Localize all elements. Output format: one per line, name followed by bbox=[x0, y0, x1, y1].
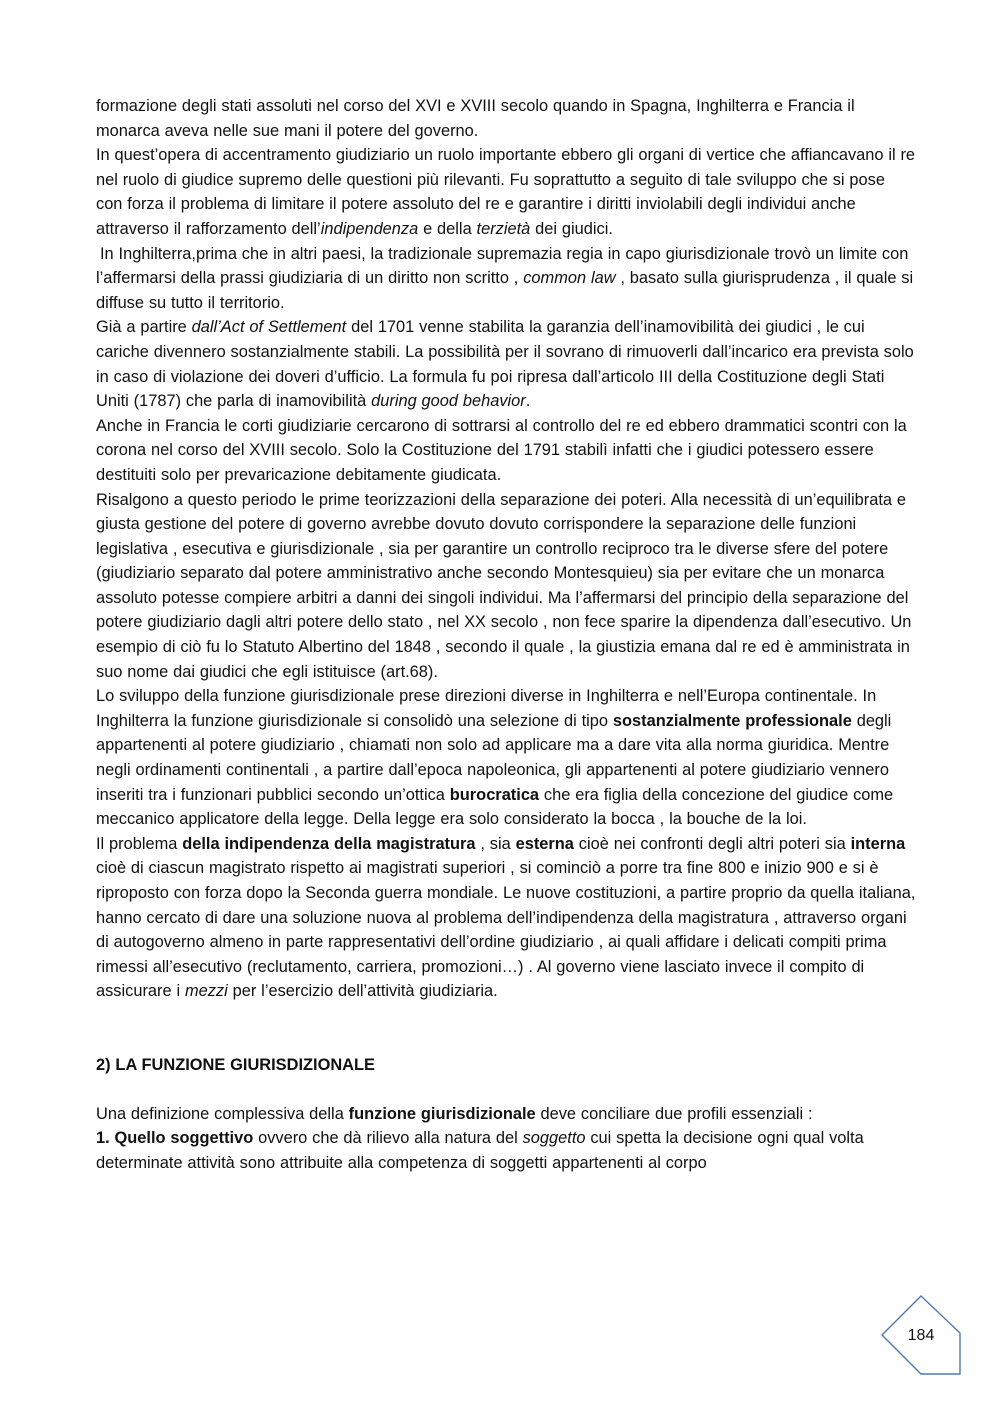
paragraph bbox=[96, 414, 916, 488]
bold-text: della indipendenza della magistratura bbox=[182, 834, 476, 853]
document-page bbox=[96, 94, 916, 1175]
section-body-text bbox=[96, 1102, 916, 1176]
italic-text: dall’Act of Settlement bbox=[191, 318, 347, 337]
italic-text: during good behavior bbox=[371, 392, 526, 411]
paragraph bbox=[96, 684, 916, 832]
text-run: In quest’opera di accentramento giudiziario un ruolo importante ebbero gli organi di vertice che affiancavano il re nel ruolo di giudice supremo delle questioni più rilevanti. Fu soprattutto a seguito di tale sviluppo che si pose con forza il problema di limitare il potere assoluto del re e garantire i diritti inviolabili degli individui anche attraverso il rafforzamento dell’ bbox=[96, 146, 916, 238]
spacer bbox=[96, 1078, 916, 1102]
text-run: , basato sulla giurisprudenza , il quale si diffuse su tutto il territorio. bbox=[96, 269, 914, 312]
text-run: e della bbox=[418, 219, 477, 238]
bold-text: interna bbox=[850, 834, 906, 853]
paragraph bbox=[96, 242, 916, 316]
paragraph bbox=[96, 315, 916, 413]
text-run: dei giudici. bbox=[530, 219, 613, 238]
italic-text: soggetto bbox=[522, 1129, 586, 1148]
text-run: che era figlia della concezione del giudice come meccanico applicatore della legge. Della legge era solo considerato la bocca , la bouche de la loi. bbox=[96, 785, 894, 829]
paragraph bbox=[96, 832, 916, 1004]
text-run: cui spetta la decisione ogni qual volta determinate attività sono attribuite alla competenza di soggetti appartenenti al corpo bbox=[96, 1129, 864, 1172]
text-run: del 1701 venne stabilita la garanzia dell’inamovibilità dei giudici , le cui cariche divennero sostanzialmente stabili. La possibilità per il sovrano di rimuoverli dall’incarico era prevista solo in caso di violazione dei doveri d’ufficio. La formula fu poi ripresa dall’articolo III della Costituzione degli Stati Uniti (1787) che parla di inamovibilità bbox=[96, 318, 914, 411]
paragraph bbox=[96, 143, 916, 241]
paragraph bbox=[96, 1126, 916, 1175]
text-run: Il problema bbox=[96, 834, 183, 853]
text-run: cioè nei confronti degli altri poteri sia bbox=[573, 834, 851, 853]
text-run: . bbox=[525, 392, 531, 411]
italic-text: common law bbox=[523, 269, 616, 288]
text-run: ovvero che dà rilievo alla natura del bbox=[253, 1129, 523, 1148]
text-run: In Inghilterra,prima che in altri paesi, la tradizionale supremazia regia in capo giurisdizionale trovò un limite con l’affermarsi della prassi giudiziaria di un diritto non scritto , bbox=[96, 244, 909, 288]
italic-text: mezzi bbox=[184, 982, 228, 1001]
paragraph bbox=[96, 1102, 916, 1127]
bold-text: esterna bbox=[515, 834, 574, 853]
text-run: , sia bbox=[475, 834, 516, 853]
text-run: Risalgono a questo periodo le prime teorizzazioni della separazione dei poteri. Alla necessità di un’equilibrata e giusta gestione del potere di governo avrebbe dovuto dovuto corrispondere la separazione delle funzioni legislativa , esecutiva e giurisdizionale , sia per garantire un controllo reciproco tra le diverse sfere del potere (giudiziario separato dal potere amministrativo anche secondo Montesquieu) sia per evitare che un monarca assoluto potesse compiere arbitri a danni dei singoli individui. Ma l’affermarsi del principio della separazione del potere giudiziario dagli altri potere dello stato , nel XX secolo , non fece sparire la dipendenza dall’esecutivo. Un esempio di ciò fu lo Statuto Albertino del 1848 , secondo il quale , la giustizia emana dal re ed è amministrata in suo nome dai giudici che egli istituisce (art.68). bbox=[96, 490, 912, 681]
text-run: Una definizione complessiva della bbox=[96, 1104, 349, 1123]
text-run: Lo sviluppo della funzione giurisdizionale prese direzioni diverse in Inghilterra e nell’Europa continentale. In Inghilterra la funzione giurisdizionale si consolidò una selezione di tipo bbox=[96, 687, 877, 730]
bold-text: funzione giurisdizionale bbox=[348, 1104, 536, 1123]
body-text bbox=[96, 94, 916, 1004]
text-run: Anche in Francia le corti giudiziarie cercarono di sottrarsi al controllo del re ed ebbero drammatici scontri con la corona nel corso del XVIII secolo. Solo la Costituzione del 1791 stabilì infatti che i giudici potessero essere destituiti solo per prevaricazione debitamente giudicata. bbox=[96, 416, 907, 484]
text-run: Già a partire bbox=[96, 318, 192, 337]
bold-text: 1. Quello soggettivo bbox=[96, 1129, 254, 1148]
paragraph bbox=[96, 94, 916, 143]
italic-text: terzietà bbox=[476, 219, 531, 238]
italic-text: indipendenza bbox=[320, 219, 419, 238]
text-run: formazione degli stati assoluti nel corso del XVI e XVIII secolo quando in Spagna, Inghilterra e Francia il monarca aveva nelle sue mani il potere del governo. bbox=[96, 97, 855, 140]
page-number-badge bbox=[878, 1292, 964, 1378]
text-run: degli appartenenti al potere giudiziario , chiamati non solo ad applicare ma a dare vita alla norma giuridica. Mentre negli ordinamenti continentali , a partire dall’epoca napoleonica, gli appartenenti al potere giudiziario vennero inseriti tra i funzionari pubblici secondo un’ottica bbox=[96, 711, 892, 804]
page-number: 184 bbox=[907, 1327, 935, 1344]
bold-text: burocratica bbox=[449, 785, 540, 804]
bold-text: sostanzialmente professionale bbox=[612, 711, 852, 730]
text-run: deve conciliare due profili essenziali : bbox=[535, 1104, 813, 1123]
paragraph bbox=[96, 488, 916, 685]
section-heading: 2) LA FUNZIONE GIURISDIZIONALE bbox=[96, 1055, 375, 1074]
spacer bbox=[96, 1004, 916, 1053]
text-run: per l’esercizio dell’attività giudiziaria. bbox=[227, 982, 498, 1001]
text-run: cioè di ciascun magistrato rispetto ai magistrati superiori , si cominciò a porre tra fine 800 e inizio 900 e si è riproposto con forza dopo la Seconda guerra mondiale. Le nuove costituzioni, a partire proprio da quella italiana, hanno cercato di dare una soluzione nuova al problema dell’indipendenza della magistratura , attraverso organi di autogoverno almeno in parte rappresentativi dell’ordine giudiziario , ai quali affidare i delicati compiti prima rimessi all’esecutivo (reclutamento, carriera, promozioni…) . Al governo viene lasciato invece il compito di assicurare i bbox=[96, 859, 916, 1001]
